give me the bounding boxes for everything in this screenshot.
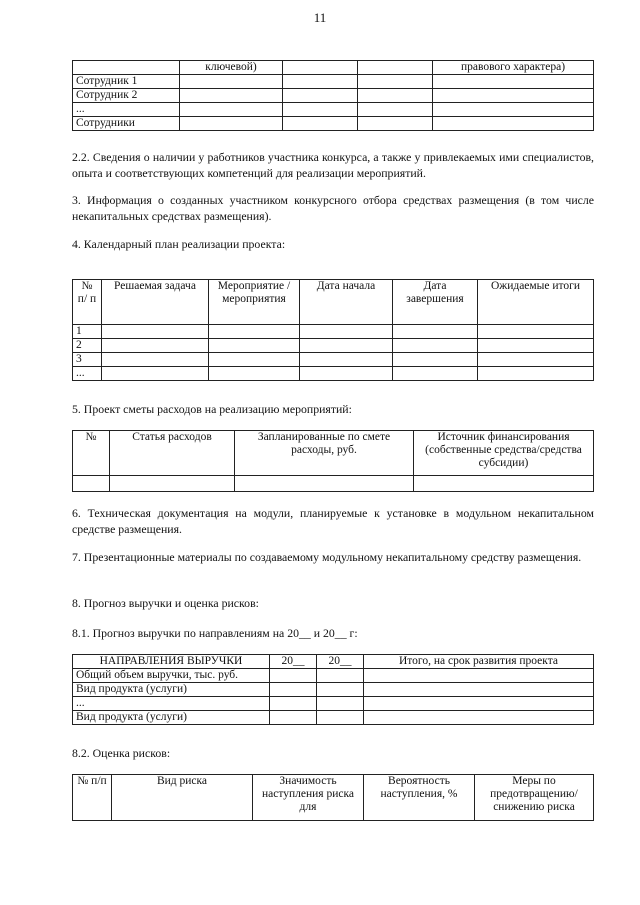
page-number: 11 bbox=[313, 10, 327, 25]
paragraph-8: 8. Прогноз выручки и оценка рисков: bbox=[72, 596, 259, 610]
paragraph-5: 5. Проект сметы расходов на реализацию мероприятий: bbox=[72, 402, 352, 416]
col-header-expense: Статья расходов bbox=[110, 431, 235, 476]
paragraph-8-2: 8.2. Оценка рисков: bbox=[72, 746, 171, 760]
col-header-year-1: 20__ bbox=[270, 655, 317, 669]
table-row-label: Вид продукта (услуги) bbox=[73, 711, 270, 725]
paragraph-8-1: 8.1. Прогноз выручки по направлениям на 20__ и 20__ г: bbox=[72, 626, 358, 640]
col-header-end: Дата завершения bbox=[393, 280, 478, 325]
col-header-number: № п/ п bbox=[73, 280, 102, 325]
table-cell bbox=[283, 61, 358, 75]
paragraph-3: 3. Информация о созданных участником конкурсного отбора средствах размещения (в том числе некапитальных средствах размещения). bbox=[72, 193, 594, 223]
paragraph-6: 6. Техническая документация на модули, планируемые к установке в модульном некапитальном средстве размещения. bbox=[72, 506, 594, 536]
col-header-measures: Меры по предотвращению/ снижению риска bbox=[475, 775, 594, 821]
col-header-event: Мероприятие /мероприятия bbox=[209, 280, 300, 325]
col-header-number: № п/п bbox=[73, 775, 112, 821]
table-row-label: Общий объем выручки, тыс. руб. bbox=[73, 669, 270, 683]
table-cell bbox=[358, 61, 433, 75]
table-row-number: 1 bbox=[73, 325, 102, 339]
col-header-number: № bbox=[73, 431, 110, 476]
paragraph-2-2: 2.2. Сведения о наличии у работников участника конкурса, а также у привлекаемых ими специалистов, опыта и соответствующих компетенций для реализации мероприятий. bbox=[72, 150, 594, 180]
col-header-total: Итого, на срок развития проекта bbox=[364, 655, 594, 669]
budget-table bbox=[72, 430, 594, 492]
table-row-label: Вид продукта (услуги) bbox=[73, 683, 270, 697]
risk-assessment-table bbox=[72, 774, 594, 821]
col-header-directions: НАПРАВЛЕНИЯ ВЫРУЧКИ bbox=[73, 655, 270, 669]
table-row-label: ... bbox=[73, 103, 180, 117]
col-header-significance: Значимость наступления риска для bbox=[253, 775, 364, 821]
table-row-label: Сотрудник 1 bbox=[73, 75, 180, 89]
table-cell bbox=[73, 61, 180, 75]
paragraph-7: 7. Презентационные материалы по создаваемому модульному некапитальному средству размещения. bbox=[72, 550, 582, 564]
revenue-forecast-table bbox=[72, 654, 594, 725]
table-row-label: Сотрудник 2 bbox=[73, 89, 180, 103]
paragraph-4: 4. Календарный план реализации проекта: bbox=[72, 237, 286, 251]
table-row-number: 3 bbox=[73, 353, 102, 367]
table-row-label: ... bbox=[73, 697, 270, 711]
staff-table bbox=[72, 60, 594, 131]
col-header-year-2: 20__ bbox=[317, 655, 364, 669]
col-header-probability: Вероятность наступления, % bbox=[364, 775, 475, 821]
calendar-plan-table bbox=[72, 279, 594, 381]
col-header-source: Источник финансирования (собственные средства/средства субсидии) bbox=[414, 431, 594, 476]
table-cell: ключевой) bbox=[180, 61, 283, 75]
table-row-number: ... bbox=[73, 367, 102, 381]
col-header-results: Ожидаемые итоги bbox=[478, 280, 594, 325]
col-header-risk-type: Вид риска bbox=[112, 775, 253, 821]
col-header-start: Дата начала bbox=[300, 280, 393, 325]
col-header-planned: Запланированные по смете расходы, руб. bbox=[235, 431, 414, 476]
col-header-task: Решаемая задача bbox=[102, 280, 209, 325]
table-row-label: Сотрудники bbox=[73, 117, 180, 131]
table-cell: правового характера) bbox=[433, 61, 594, 75]
table-row-number: 2 bbox=[73, 339, 102, 353]
